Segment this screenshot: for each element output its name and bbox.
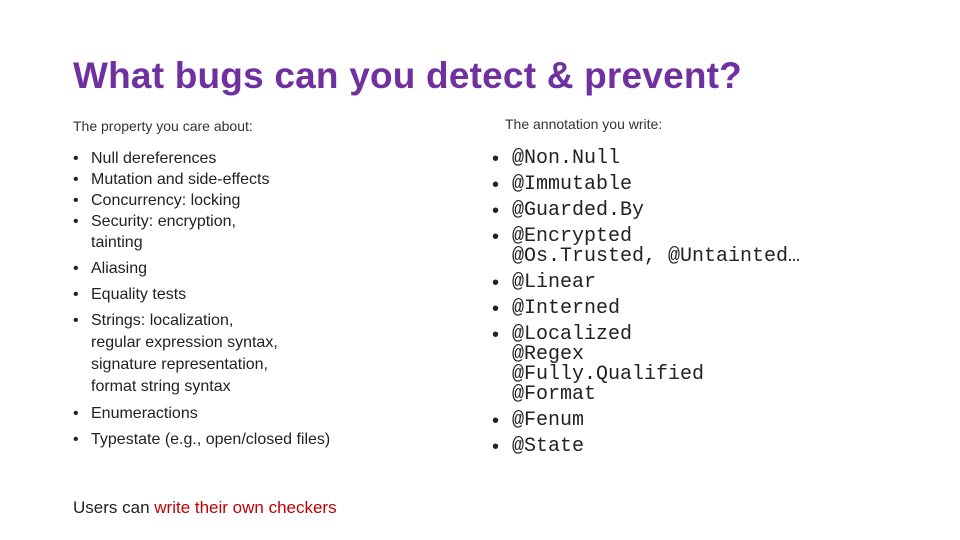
annotation-column-header: The annotation you write: [505, 116, 663, 132]
bullet-icon: • [73, 150, 79, 167]
list-item: • Mutation and side-effects [73, 171, 270, 188]
bullet-icon: • [492, 200, 500, 222]
bullet-icon: • [492, 226, 500, 248]
list-item: • @Encrypted @Os.Trusted, @Untainted… [492, 225, 801, 268]
bullet-icon: • [492, 410, 500, 432]
annotation-list [492, 149, 892, 457]
list-item: • Typestate (e.g., open/closed files) [73, 431, 331, 448]
list-item: • @State [492, 435, 585, 458]
list-item: • @Non.Null [492, 147, 621, 170]
bullet-icon: • [73, 171, 79, 188]
footer-note [73, 498, 337, 518]
property-list [73, 148, 403, 455]
list-item: • Enumeractions [73, 405, 198, 422]
list-item: • @Linear [492, 271, 597, 294]
list-item: • Null dereferences [73, 150, 217, 167]
bullet-icon: • [73, 405, 79, 422]
bullet-icon: • [492, 298, 500, 320]
slide-title: What bugs can you detect & prevent? [73, 55, 742, 96]
bullet-icon: • [492, 174, 500, 196]
bullet-icon: • [73, 213, 79, 230]
bullet-icon: • [492, 436, 500, 458]
list-item: • Concurrency: locking [73, 192, 241, 209]
footer-prefix: Users can [73, 498, 155, 517]
bullet-icon: • [73, 192, 79, 209]
property-column-header: The property you care about: [73, 118, 253, 134]
list-item: • Strings: localization, regular expression syntax, signature representation, format string syntax [73, 312, 278, 395]
bullet-icon: • [73, 431, 79, 448]
bullet-icon: • [492, 324, 500, 346]
list-item: • Security: encryption, tainting [73, 213, 236, 251]
bullet-icon: • [492, 272, 500, 294]
list-item: • @Fenum [492, 409, 585, 432]
list-item: • @Localized @Regex @Fully.Qualified @Format [492, 323, 705, 406]
list-item: • @Guarded.By [492, 199, 645, 222]
bullet-icon: • [73, 286, 79, 303]
list-item: • Aliasing [73, 260, 148, 277]
list-item: • Equality tests [73, 286, 187, 303]
bullet-icon: • [73, 260, 79, 277]
list-item: • @Immutable [492, 173, 633, 196]
bullet-icon: • [73, 312, 79, 329]
list-item: • @Interned [492, 297, 621, 320]
footer-accent: write their own checkers [154, 498, 337, 517]
bullet-icon: • [492, 148, 500, 170]
